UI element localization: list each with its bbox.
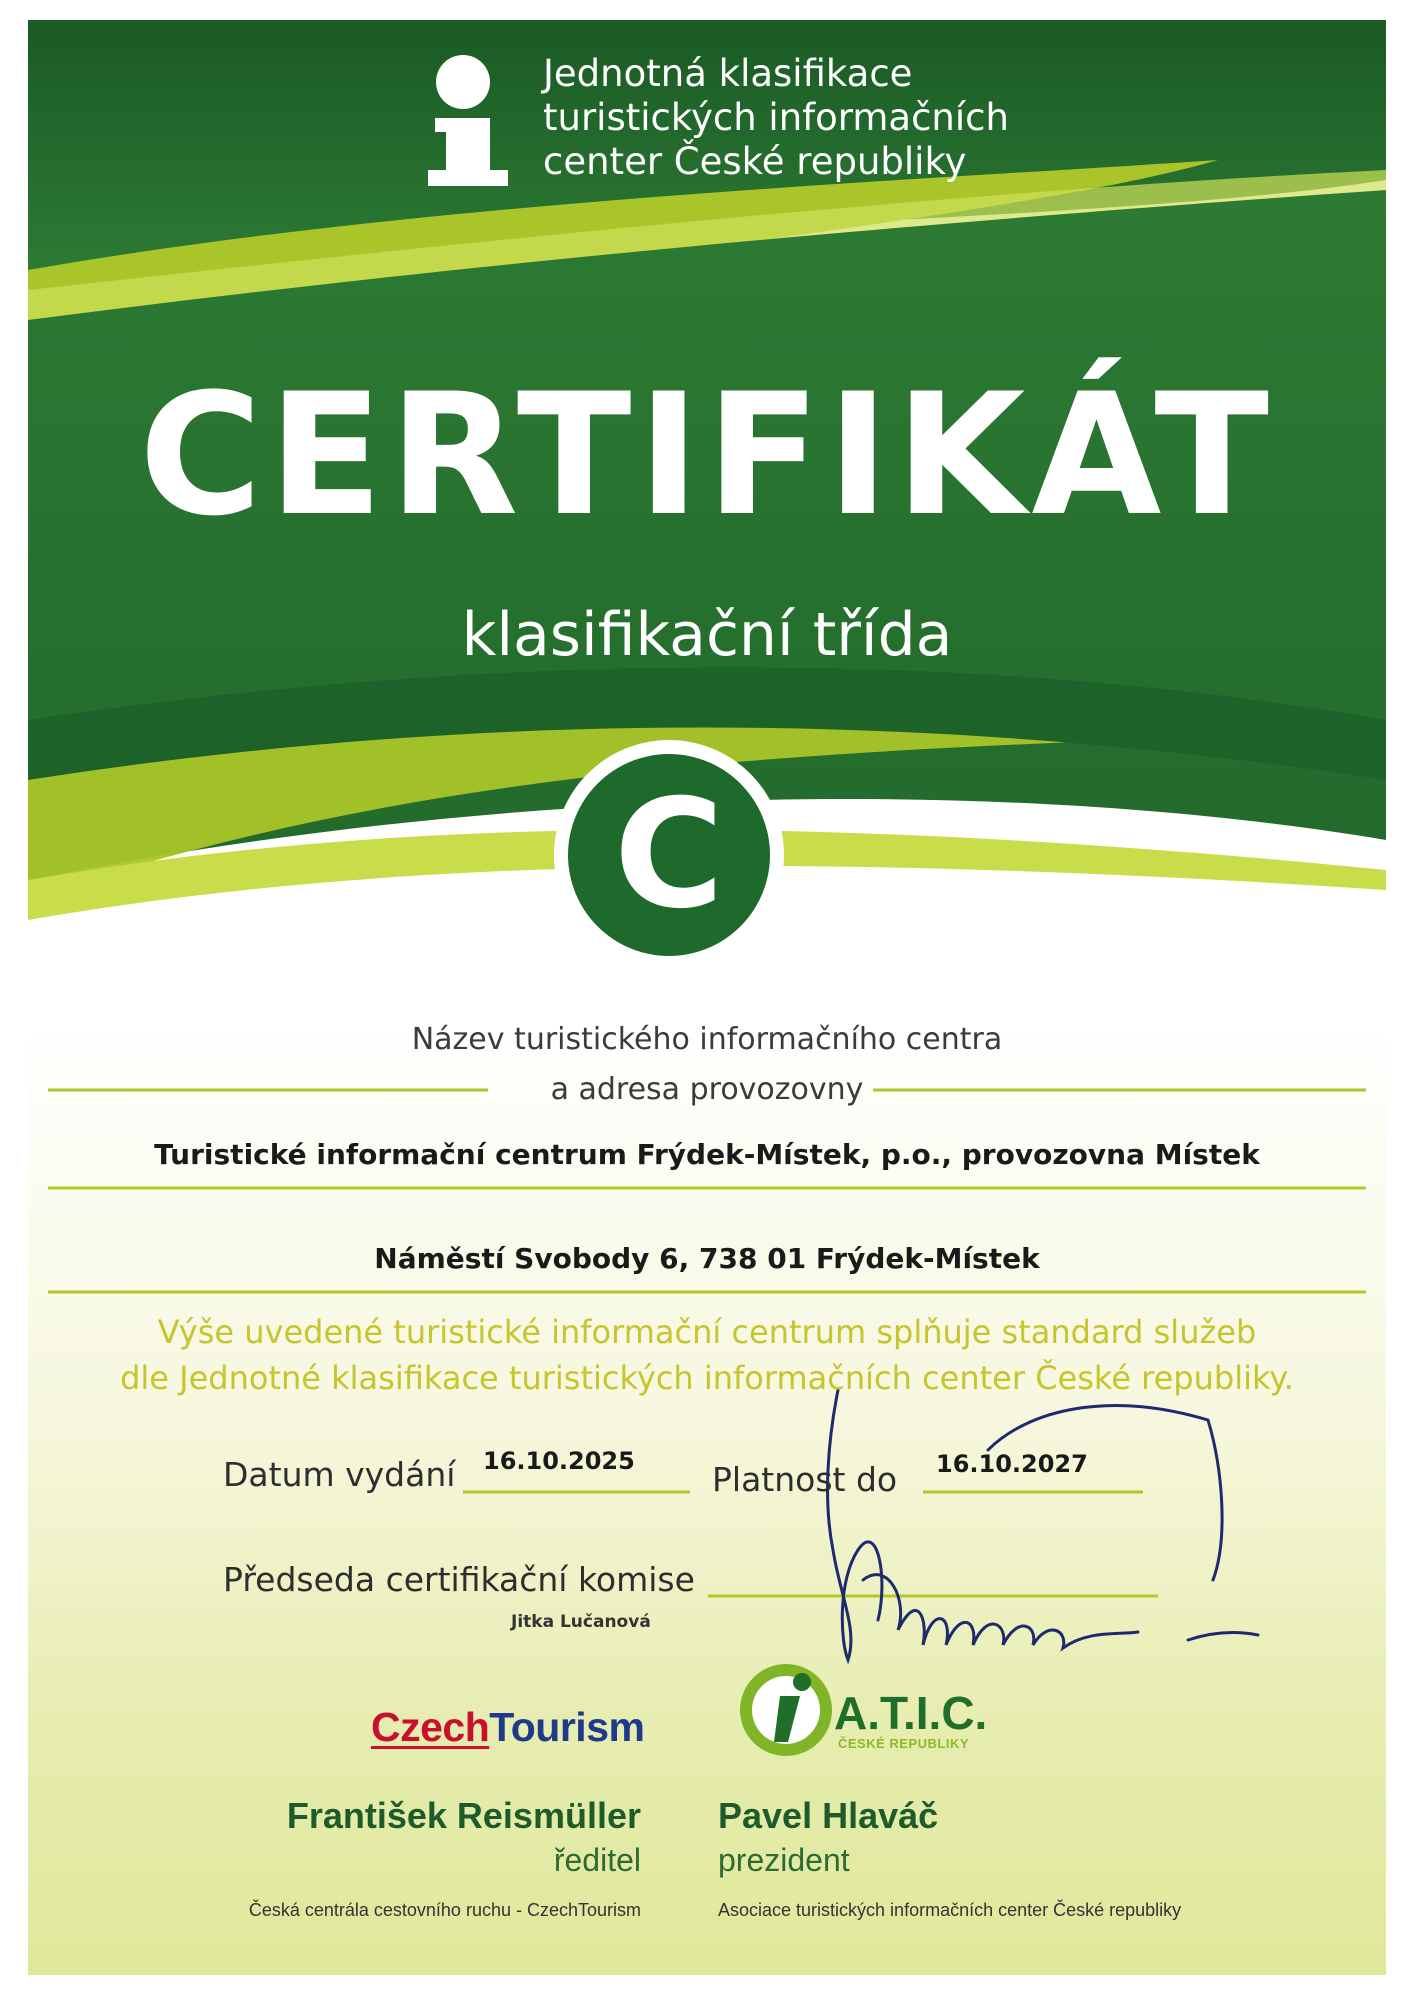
background-graphics <box>28 20 1386 1975</box>
certificate-sheet <box>28 20 1386 1975</box>
signatory-left-name: František Reismüller <box>286 1795 641 1836</box>
header-text <box>543 52 1009 184</box>
signatory-right-role: prezident <box>718 1842 850 1878</box>
class-letter: C <box>568 754 770 956</box>
signature-scribble <box>828 1390 1258 1660</box>
valid-until-label: Platnost do <box>712 1460 898 1499</box>
valid-until-value: 16.10.2027 <box>936 1450 1088 1478</box>
atic-logo-text: A.T.I.C. <box>834 1687 988 1739</box>
czechtourism-logo <box>371 1704 644 1751</box>
signatory-left-org: Česká centrála cestovního ruchu - CzechTourism <box>248 1900 641 1920</box>
signatory-left-role: ředitel <box>553 1842 641 1878</box>
center-address: Náměstí Svobody 6, 738 01 Frýdek-Místek <box>374 1242 1040 1275</box>
center-name: Turistické informační centrum Frýdek-Místek, p.o., provozovna Místek <box>154 1138 1260 1171</box>
chair-name: Jitka Lučanová <box>511 1612 651 1632</box>
certificate-subtitle: klasifikační třída <box>461 600 953 670</box>
czechtourism-logo-part1: Czech <box>371 1704 490 1750</box>
issue-date-value: 16.10.2025 <box>483 1447 635 1475</box>
header-line-1: Jednotná klasifikace <box>543 52 913 95</box>
center-label-line-1: Název turistického informačního centra <box>411 1022 1003 1057</box>
atic-logo-subtext: ČESKÉ REPUBLIKY <box>838 1736 970 1751</box>
issue-date-label: Datum vydání <box>223 1455 456 1494</box>
certificate-title: CERTIFIKÁT <box>138 357 1275 553</box>
statement-line-2: dle Jednotné klasifikace turistických informačních center České republiky. <box>120 1359 1294 1397</box>
class-badge <box>554 740 784 970</box>
statement-line-1: Výše uvedené turistické informační centrum splňuje standard služeb <box>157 1313 1257 1351</box>
czechtourism-logo-part2: Tourism <box>489 1704 645 1750</box>
chair-label: Předseda certifikační komise <box>223 1560 695 1599</box>
signatory-right-org: Asociace turistických informačních center České republiky <box>718 1900 1182 1920</box>
center-label-line-2: a adresa provozovny <box>550 1072 864 1107</box>
signatory-right-name: Pavel Hlaváč <box>718 1795 939 1836</box>
atic-logo-icon <box>740 1664 832 1756</box>
header-line-2: turistických informačních <box>543 96 1009 139</box>
header-line-3: center České republiky <box>543 140 967 183</box>
